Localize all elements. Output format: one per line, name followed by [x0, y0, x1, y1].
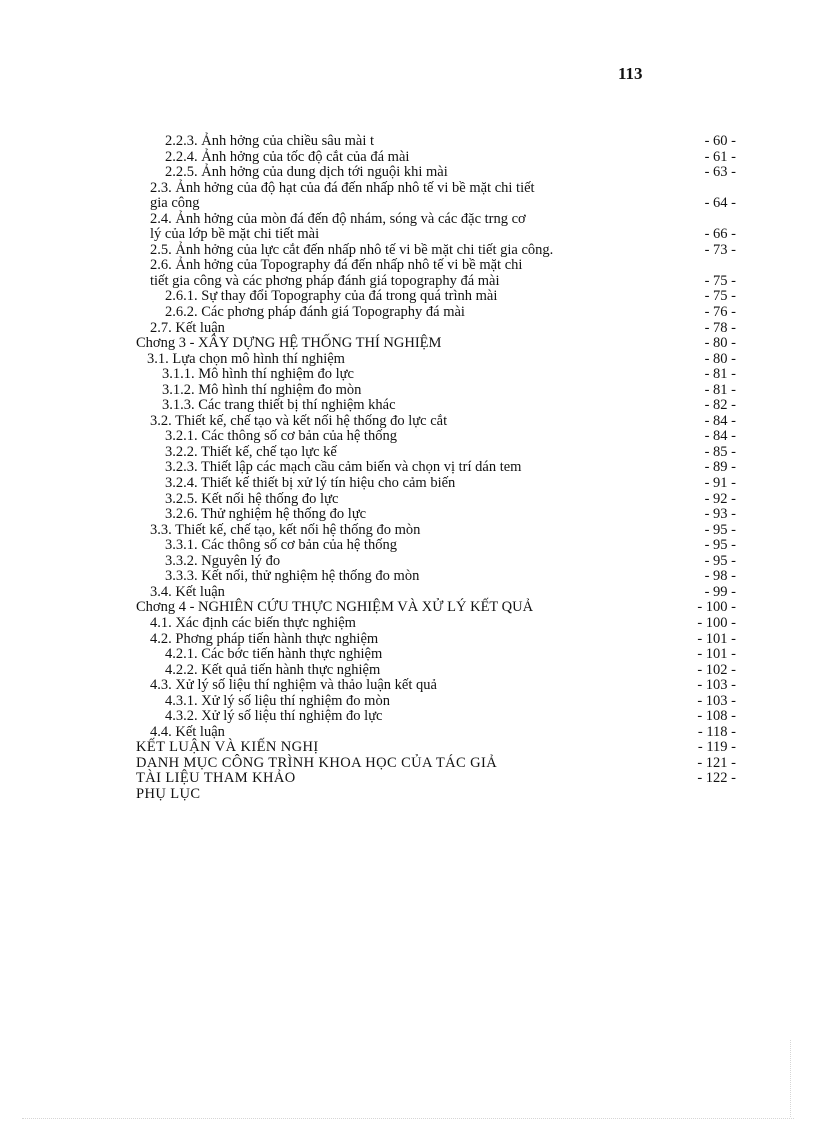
toc-entry[interactable]: [0, 305, 816, 321]
toc-entry[interactable]: [0, 569, 816, 585]
toc-entry[interactable]: [0, 414, 816, 430]
toc-entry[interactable]: [0, 476, 816, 492]
toc-entry-page: - 84 -: [704, 412, 736, 429]
toc-entry[interactable]: [0, 181, 816, 212]
toc-entry-title: 2.2.5. Ảnh hởng của dung dịch tới nguội khi mài: [165, 164, 448, 181]
toc-entry[interactable]: [0, 445, 816, 461]
toc-entry-title: 3.2.6. Thử nghiệm hệ thống đo lực: [165, 506, 367, 523]
toc-entry-page: - 81 -: [704, 381, 736, 398]
toc-entry[interactable]: [0, 756, 816, 772]
toc-entry[interactable]: [0, 740, 816, 756]
toc-entry-page: - 95 -: [704, 552, 736, 569]
toc-entry-page: - 103 -: [697, 692, 736, 709]
toc-entry-page: - 84 -: [704, 428, 736, 445]
toc-entry-title: 2.5. Ảnh hởng của lực cắt đến nhấp nhô tế vi bề mặt chi tiết gia công.: [150, 241, 554, 258]
toc-entry-page: - 95 -: [704, 521, 736, 538]
toc-entry-page: - 100 -: [697, 599, 736, 616]
toc-entry[interactable]: [0, 787, 816, 803]
toc-entry-title: 3.2.1. Các thông số cơ bản của hệ thống: [165, 428, 397, 445]
toc-entry-title: DANH MỤC CÔNG TRÌNH KHOA HỌC CỦA TÁC GIẢ: [136, 754, 498, 771]
toc-entry-page: - 103 -: [697, 677, 736, 694]
toc-entry-title: 3.3.2. Nguyên lý đo: [165, 552, 281, 569]
toc-entry-page: - 82 -: [704, 397, 736, 414]
toc-entry-title: KẾT LUẬN VÀ KIẾN NGHỊ: [136, 739, 319, 756]
toc-entry[interactable]: [0, 321, 816, 337]
toc-entry[interactable]: [0, 507, 816, 523]
toc-entry[interactable]: [0, 429, 816, 445]
toc-entry-page: - 98 -: [704, 568, 736, 585]
toc-entry-page: - 89 -: [704, 459, 736, 476]
toc-entry-page: - 64 -: [704, 195, 736, 212]
toc-entry[interactable]: [0, 554, 816, 570]
page-bottom-divider: [22, 1118, 794, 1119]
toc-entry-page: - 118 -: [697, 723, 736, 740]
toc-entry-title: Chơng 3 - XÂY DỰNG HỆ THỐNG THÍ NGHIỆM: [136, 335, 442, 352]
page-right-divider: [790, 1040, 791, 1117]
toc-entry-title: 3.4. Kết luận: [150, 583, 225, 600]
toc-entry-title: Chơng 4 - NGHIÊN CỨU THỰC NGHIỆM VÀ XỬ LÝ KẾT QUẢ: [136, 599, 534, 616]
toc-entry-page: - 81 -: [704, 366, 736, 383]
toc-entry-page: - 92 -: [704, 490, 736, 507]
toc-entry-page: - 78 -: [704, 319, 736, 336]
toc-entry-title: 2.3. Ảnh hởng của độ hạt của đá đến nhấp nhô tế vi bề mặt chi tiết gia công: [150, 179, 535, 212]
toc-entry-title: 3.2.5. Kết nối hệ thống đo lực: [165, 490, 339, 507]
toc-entry-page: - 108 -: [697, 708, 736, 725]
toc-entry[interactable]: [0, 150, 816, 166]
toc-entry[interactable]: [0, 398, 816, 414]
toc-entry-title: 4.3.1. Xử lý số liệu thí nghiệm đo mòn: [165, 692, 390, 709]
toc-entry-title: 4.2.1. Các bớc tiến hành thực nghiệm: [165, 646, 383, 663]
toc-entry[interactable]: [0, 678, 816, 694]
toc-entry[interactable]: [0, 647, 816, 663]
toc-entry-title: PHỤ LỤC: [136, 785, 201, 802]
toc-entry-title: 3.2. Thiết kế, chế tạo và kết nối hệ thống đo lực cắt: [150, 412, 448, 429]
toc-entry[interactable]: [0, 771, 816, 787]
toc-entry[interactable]: [0, 694, 816, 710]
toc-entry[interactable]: [0, 663, 816, 679]
toc-entry-title: 3.3.1. Các thông số cơ bản của hệ thống: [165, 537, 397, 554]
page-number: 113: [618, 64, 643, 83]
toc-entry-title: 4.4. Kết luận: [150, 723, 225, 740]
toc-entry-page: - 75 -: [704, 288, 736, 305]
toc-entry-title: 2.4. Ảnh hởng của mòn đá đến độ nhám, sóng và các đặc trng cơ lý của lớp bề mặt chi tiết mài: [150, 210, 526, 243]
toc-entry-title: 3.1.1. Mô hình thí nghiệm đo lực: [162, 366, 354, 383]
toc-entry-title: 2.2.3. Ảnh hởng của chiều sâu mài t: [165, 133, 375, 149]
toc-entry[interactable]: [0, 600, 816, 616]
toc-entry[interactable]: [0, 460, 816, 476]
toc-entry-title: 2.7. Kết luận: [150, 319, 225, 336]
toc-entry-page: - 101 -: [697, 646, 736, 663]
toc-entry-title: 3.1.3. Các trang thiết bị thí nghiệm khác: [162, 397, 396, 414]
table-of-contents: [0, 134, 816, 803]
toc-entry-title: 4.3.2. Xử lý số liệu thí nghiệm đo lực: [165, 708, 383, 725]
toc-entry[interactable]: [0, 709, 816, 725]
toc-entry[interactable]: [0, 383, 816, 399]
toc-entry[interactable]: [0, 725, 816, 741]
toc-entry-title: 2.6.1. Sự thay đổi Topography của đá trong quá trình mài: [165, 288, 498, 305]
toc-entry[interactable]: [0, 492, 816, 508]
toc-entry-page: - 73 -: [704, 241, 736, 258]
toc-entry-page: - 61 -: [704, 148, 736, 165]
toc-entry[interactable]: [0, 289, 816, 305]
toc-entry-page: - 91 -: [704, 475, 736, 492]
toc-entry-title: 3.1. Lựa chọn mô hình thí nghiệm: [147, 350, 345, 367]
toc-entry[interactable]: [0, 212, 816, 243]
toc-entry-page: - 60 -: [704, 133, 736, 149]
toc-entry-title: 4.3. Xử lý số liệu thí nghiệm và thảo luận kết quả: [150, 677, 437, 694]
toc-entry-title: 3.3.3. Kết nối, thử nghiệm hệ thống đo mòn: [165, 568, 420, 585]
toc-entry-title: 2.2.4. Ảnh hởng của tốc độ cắt của đá mài: [165, 148, 410, 165]
toc-entry-page: - 119 -: [697, 739, 736, 756]
toc-entry[interactable]: [0, 616, 816, 632]
toc-entry-title: TÀI LIỆU THAM KHẢO: [136, 770, 296, 787]
toc-entry-title: 3.3. Thiết kế, chế tạo, kết nối hệ thống đo mòn: [150, 521, 421, 538]
toc-entry-page: - 63 -: [704, 164, 736, 181]
toc-entry[interactable]: [0, 134, 816, 150]
toc-entry-title: 3.2.2. Thiết kế, chế tạo lực kế: [165, 443, 337, 460]
toc-entry[interactable]: [0, 632, 816, 648]
toc-entry[interactable]: [0, 538, 816, 554]
toc-entry-page: - 80 -: [704, 350, 736, 367]
toc-entry-page: - 66 -: [704, 226, 736, 243]
toc-entry-page: - 75 -: [704, 272, 736, 289]
toc-entry-title: 4.1. Xác định các biến thực nghiệm: [150, 614, 356, 631]
toc-entry[interactable]: [0, 258, 816, 289]
toc-entry-page: - 102 -: [697, 661, 736, 678]
toc-entry-title: 3.2.4. Thiết kế thiết bị xử lý tín hiệu cho cảm biến: [165, 475, 456, 492]
toc-entry[interactable]: [0, 367, 816, 383]
toc-entry-page: - 85 -: [704, 443, 736, 460]
toc-entry[interactable]: [0, 336, 816, 352]
toc-entry-title: 4.2. Phơng pháp tiến hành thực nghiệm: [150, 630, 379, 647]
toc-entry-page: - 101 -: [697, 630, 736, 647]
toc-entry-page: - 121 -: [697, 754, 736, 771]
toc-entry-title: 2.6. Ảnh hởng của Topography đá đến nhấp nhô tế vi bề mặt chi tiết gia công và các phơng pháp đánh giá topography đá mài: [150, 257, 523, 289]
toc-entry-page: - 76 -: [704, 304, 736, 321]
toc-entry-page: - 95 -: [704, 537, 736, 554]
toc-entry-page: - 80 -: [704, 335, 736, 352]
toc-entry-page: - 99 -: [704, 583, 736, 600]
toc-entry-page: - 93 -: [704, 506, 736, 523]
toc-entry-page: - 100 -: [697, 614, 736, 631]
toc-entry-title: 3.2.3. Thiết lập các mạch cầu cảm biến và chọn vị trí dán tem: [165, 459, 522, 476]
toc-entry[interactable]: [0, 165, 816, 181]
toc-entry-title: 3.1.2. Mô hình thí nghiệm đo mòn: [162, 381, 362, 398]
toc-entry[interactable]: [0, 523, 816, 539]
toc-entry-page: - 122 -: [697, 770, 736, 787]
toc-entry[interactable]: [0, 352, 816, 368]
toc-entry-title: 2.6.2. Các phơng pháp đánh giá Topography đá mài: [165, 304, 465, 321]
toc-entry-title: 4.2.2. Kết quả tiến hành thực nghiệm: [165, 661, 381, 678]
